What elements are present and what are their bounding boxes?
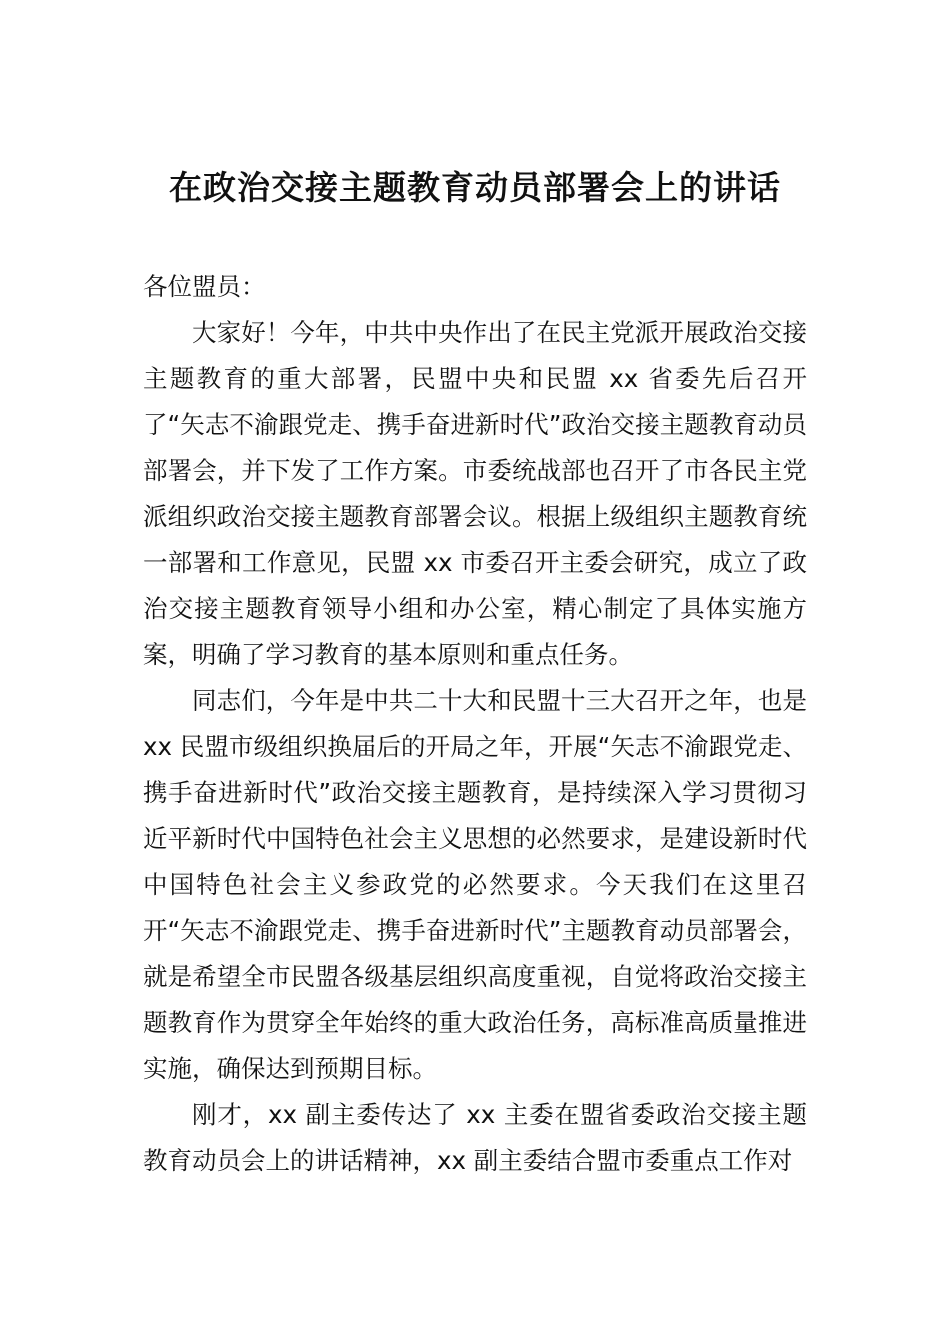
paragraph-1: 大家好！今年，中共中央作出了在民主党派开展政治交接主题教育的重大部署，民盟中央和民盟 xx 省委先后召开了“矢志不渝跟党走、携手奋进新时代”政治交接主题教育动员部署会，并下发了工作方案。市委统战部也召开了市各民主党派组织政治交接主题教育部署会议。根据上级组织主题教育统一部署和工作意见，民盟 xx 市委召开主委会研究，成立了政治交接主题教育领导小组和办公室，精心制定了具体实施方案，明确了学习教育的基本原则和重点任务。 [143, 318, 807, 669]
paragraph-3: 刚才，xx 副主委传达了 xx 主委在盟省委政治交接主题教育动员会上的讲话精神，xx 副主委结合盟市委重点工作对 [143, 1100, 807, 1175]
document-title: 在政治交接主题教育动员部署会上的讲话 [169, 168, 781, 207]
paragraph-2: 同志们，今年是中共二十大和民盟十三大召开之年，也是 xx 民盟市级组织换届后的开局之年，开展“矢志不渝跟党走、携手奋进新时代”政治交接主题教育，是持续深入学习贯彻习近平新时代中国特色社会主义思想的必然要求，是建设新时代中国特色社会主义参政党的必然要求。今天我们在这里召开“矢志不渝跟党走、携手奋进新时代”主题教育动员部署会，就是希望全市民盟各级基层组织高度重视，自觉将政治交接主题教育作为贯穿全年始终的重大政治任务，高标准高质量推进实施，确保达到预期目标。 [143, 686, 807, 1083]
document-body [143, 264, 807, 1184]
salutation: 各位盟员： [143, 272, 266, 301]
